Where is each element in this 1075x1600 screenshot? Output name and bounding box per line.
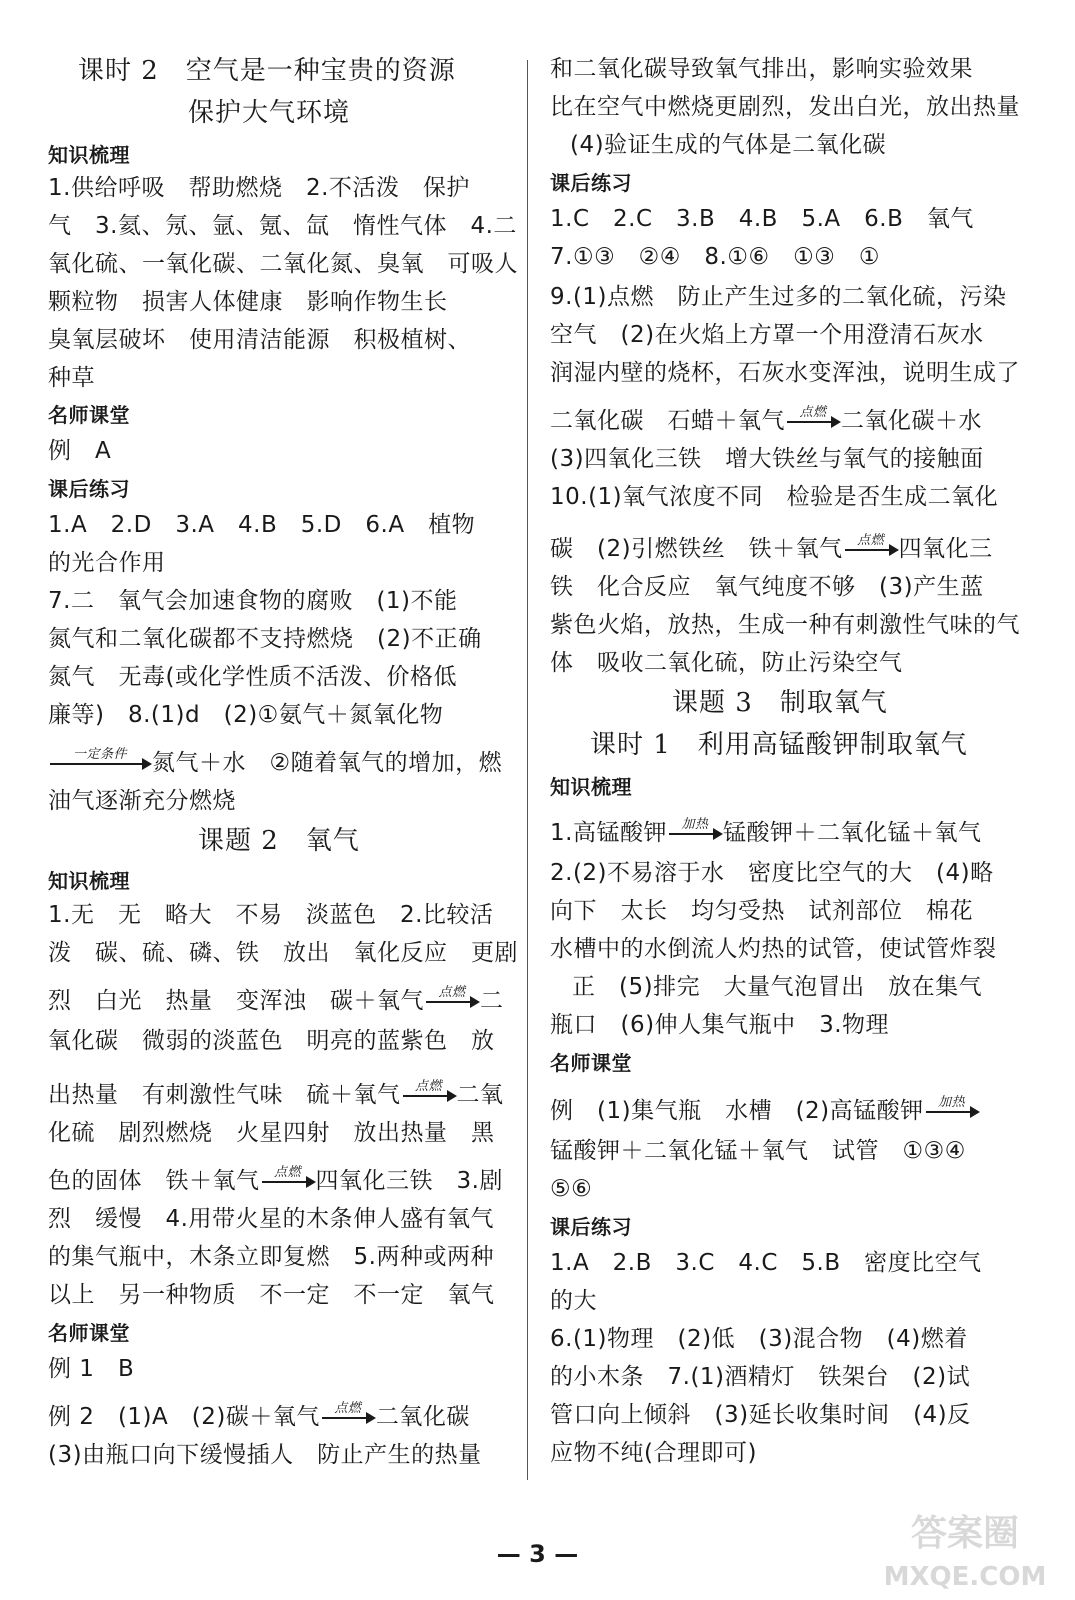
- section-heading-teacher: 名师课堂: [48, 1321, 130, 1345]
- text-line: 比在空气中燃烧更剧烈，发出白光，放出热量: [550, 94, 1020, 120]
- text-line: 氧化碳 微弱的淡蓝色 明亮的蓝紫色 放: [48, 1028, 495, 1054]
- section-heading-knowledge: 知识梳理: [48, 869, 130, 893]
- text-line: ⑤⑥: [550, 1176, 593, 1202]
- reaction-condition: 点燃: [438, 984, 466, 1000]
- text-line: 的大: [550, 1288, 597, 1314]
- text-line: 2.(2)不易溶于水 密度比空气的大 (4)略: [550, 860, 994, 886]
- section-heading-teacher: 名师课堂: [550, 1051, 632, 1075]
- text-line: 向下 太长 均匀受热 试剂部位 棉花: [550, 898, 973, 924]
- lesson-title-line2: 保护大气环境: [188, 98, 351, 128]
- text-line: 体 吸收二氧化硫，防止污染空气: [550, 650, 903, 676]
- watermark-text: 答案圈: [910, 1513, 1020, 1554]
- text-line: 的集气瓶中，木条立即复燃 5.两种或两种: [48, 1244, 494, 1270]
- section-heading-teacher: 名师课堂: [48, 403, 130, 427]
- section-heading-knowledge: 知识梳理: [48, 143, 130, 167]
- equation-line: [48, 986, 504, 1016]
- text-line: (3)由瓶口向下缓慢插人 防止产生的热量: [48, 1442, 482, 1468]
- topic-title: 课题 3 制取氧气: [672, 688, 888, 718]
- text-line: 瓶口 (6)伸人集气瓶中 3.物理: [550, 1012, 890, 1038]
- reaction-condition: 点燃: [799, 404, 827, 420]
- lesson-title: 课时 1 利用高锰酸钾制取氧气: [590, 730, 968, 760]
- equation-line: [550, 1096, 980, 1126]
- reaction-condition: 一定条件: [72, 746, 127, 762]
- lesson-title-line1: 课时 2 空气是一种宝贵的资源: [78, 56, 456, 86]
- text-line: 铁 化合反应 氧气纯度不够 (3)产生蓝: [550, 574, 984, 600]
- text-line: 氮气 无毒(或化学性质不活泼、价格低: [48, 664, 457, 690]
- text-segment: 二氧化碳: [375, 1404, 470, 1430]
- text-line: 1.A 2.D 3.A 4.B 5.D 6.A 植物: [48, 512, 476, 538]
- reaction-arrow: [926, 1094, 978, 1113]
- text-line: 正 (5)排完 大量气泡冒出 放在集气: [572, 974, 983, 1000]
- text-line: 臭氧层破坏 使用清洁能源 积极植树、: [48, 327, 471, 353]
- equation-line: [48, 1166, 503, 1196]
- equation-line: [48, 1080, 504, 1110]
- column-divider: [527, 60, 528, 1480]
- watermark-logo: [870, 1500, 1060, 1595]
- text-segment: 四氧化三铁 3.剧: [315, 1168, 503, 1194]
- section-heading-exercise: 课后练习: [550, 171, 632, 195]
- text-line: 例 1 B: [48, 1356, 135, 1382]
- reaction-condition: 点燃: [414, 1078, 442, 1094]
- watermark-url: MXQE.COM: [883, 1562, 1047, 1592]
- text-segment: 二氧: [456, 1082, 504, 1108]
- text-segment: 1.高锰酸钾: [550, 820, 667, 846]
- section-heading-knowledge: 知识梳理: [550, 775, 632, 799]
- page-number: — 3 —: [496, 1540, 579, 1568]
- text-segment: 四氧化三: [898, 536, 993, 562]
- text-segment: 烈 白光 热量 变浑浊 碳＋氧气: [48, 988, 424, 1014]
- reaction-arrow: [262, 1164, 314, 1183]
- text-line: 颗粒物 损害人体健康 影响作物生长: [48, 289, 448, 315]
- text-line: 应物不纯(合理即可): [550, 1440, 757, 1466]
- text-line: 1.C 2.C 3.B 4.B 5.A 6.B 氧气: [550, 206, 974, 232]
- text-segment: 二: [480, 988, 504, 1014]
- section-heading-exercise: 课后练习: [550, 1215, 632, 1239]
- equation-line: [48, 748, 502, 778]
- section-heading-exercise: 课后练习: [48, 477, 130, 501]
- text-segment: 氮气＋水 ②随着氧气的增加，燃: [152, 750, 503, 776]
- text-line: 种草: [48, 365, 95, 391]
- text-segment: 二氧化碳＋水: [841, 408, 982, 434]
- text-segment: 例 (1)集气瓶 水槽 (2)高锰酸钾: [550, 1098, 924, 1124]
- reaction-arrow: [322, 1400, 374, 1419]
- text-line: 和二氧化碳导致氧气排出，影响实验效果: [550, 56, 973, 82]
- text-line: 的小木条 7.(1)酒精灯 铁架台 (2)试: [550, 1364, 971, 1390]
- reaction-arrow: [50, 746, 150, 765]
- text-segment: 例 2 (1)A (2)碳＋氧气: [48, 1404, 320, 1430]
- reaction-condition: 点燃: [334, 1400, 362, 1416]
- text-segment: 锰酸钾＋二氧化锰＋氧气: [722, 820, 982, 846]
- text-line: 1.无 无 略大 不易 淡蓝色 2.比较活: [48, 902, 494, 928]
- text-line: 7.二 氧气会加速食物的腐败 (1)不能: [48, 588, 458, 614]
- text-segment: 出热量 有刺激性气味 硫＋氧气: [48, 1082, 401, 1108]
- equation-line: [550, 534, 993, 564]
- text-line: (3)四氧化三铁 增大铁丝与氧气的接触面: [550, 446, 984, 472]
- text-line: 氮气和二氧化碳都不支持燃烧 (2)不正确: [48, 626, 482, 652]
- text-line: (4)验证生成的气体是二氧化碳: [570, 132, 887, 158]
- equation-line: [550, 818, 981, 848]
- reaction-condition: 点燃: [857, 532, 885, 548]
- topic-title: 课题 2 氧气: [198, 826, 360, 856]
- text-line: 的光合作用: [48, 550, 166, 576]
- text-line: 10.(1)氧气浓度不同 检验是否生成二氧化: [550, 484, 999, 510]
- reaction-arrow: [403, 1078, 455, 1097]
- text-line: 润湿内壁的烧杯，石灰水变浑浊，说明生成了: [550, 360, 1020, 386]
- text-line: 管口向上倾斜 (3)延长收集时间 (4)反: [550, 1402, 971, 1428]
- text-segment: 色的固体 铁＋氧气: [48, 1168, 260, 1194]
- text-line: 1.供给呼吸 帮助燃烧 2.不活泼 保护: [48, 175, 470, 201]
- text-line: 水槽中的水倒流人灼热的试管，使试管炸裂: [550, 936, 997, 962]
- reaction-arrow: [426, 984, 478, 1003]
- reaction-condition: 加热: [681, 816, 709, 832]
- reaction-arrow: [787, 404, 839, 423]
- text-line: 气 3.氦、氖、氩、氪、氙 惰性气体 4.二: [48, 213, 517, 239]
- reaction-arrow: [669, 816, 721, 835]
- text-line: 9.(1)点燃 防止产生过多的二氧化硫，污染: [550, 284, 1007, 310]
- text-segment: 二氧化碳 石蜡＋氧气: [550, 408, 785, 434]
- equation-line: [550, 406, 982, 436]
- text-line: 泼 碳、硫、磷、铁 放出 氧化反应 更剧: [48, 940, 518, 966]
- text-line: 烈 缓慢 4.用带火星的木条伸人盛有氧气: [48, 1206, 494, 1232]
- text-segment: 碳 (2)引燃铁丝 铁＋氧气: [550, 536, 843, 562]
- text-line: 紫色火焰，放热，生成一种有刺激性气味的气: [550, 612, 1020, 638]
- text-line: 1.A 2.B 3.C 4.C 5.B 密度比空气: [550, 1250, 982, 1276]
- text-line: 以上 另一种物质 不一定 不一定 氧气: [48, 1282, 495, 1308]
- text-line: 油气逐渐充分燃烧: [48, 788, 236, 814]
- text-line: 7.①③ ②④ 8.①⑥ ①③ ①: [550, 244, 880, 270]
- reaction-condition: 加热: [938, 1094, 966, 1110]
- text-line: 锰酸钾＋二氧化锰＋氧气 试管 ①③④: [550, 1138, 966, 1164]
- reaction-condition: 点燃: [273, 1164, 301, 1180]
- text-line: 廉等) 8.(1)d (2)①氨气＋氮氧化物: [48, 702, 444, 728]
- text-line: 例 A: [48, 438, 112, 464]
- reaction-arrow: [845, 532, 897, 551]
- text-line: 空气 (2)在火焰上方罩一个用澄清石灰水: [550, 322, 984, 348]
- text-line: 6.(1)物理 (2)低 (3)混合物 (4)燃着: [550, 1326, 968, 1352]
- text-line: 化硫 剧烈燃烧 火星四射 放出热量 黑: [48, 1120, 495, 1146]
- text-line: 氧化硫、一氧化碳、二氧化氮、臭氧 可吸人: [48, 251, 518, 277]
- equation-line: [48, 1402, 470, 1432]
